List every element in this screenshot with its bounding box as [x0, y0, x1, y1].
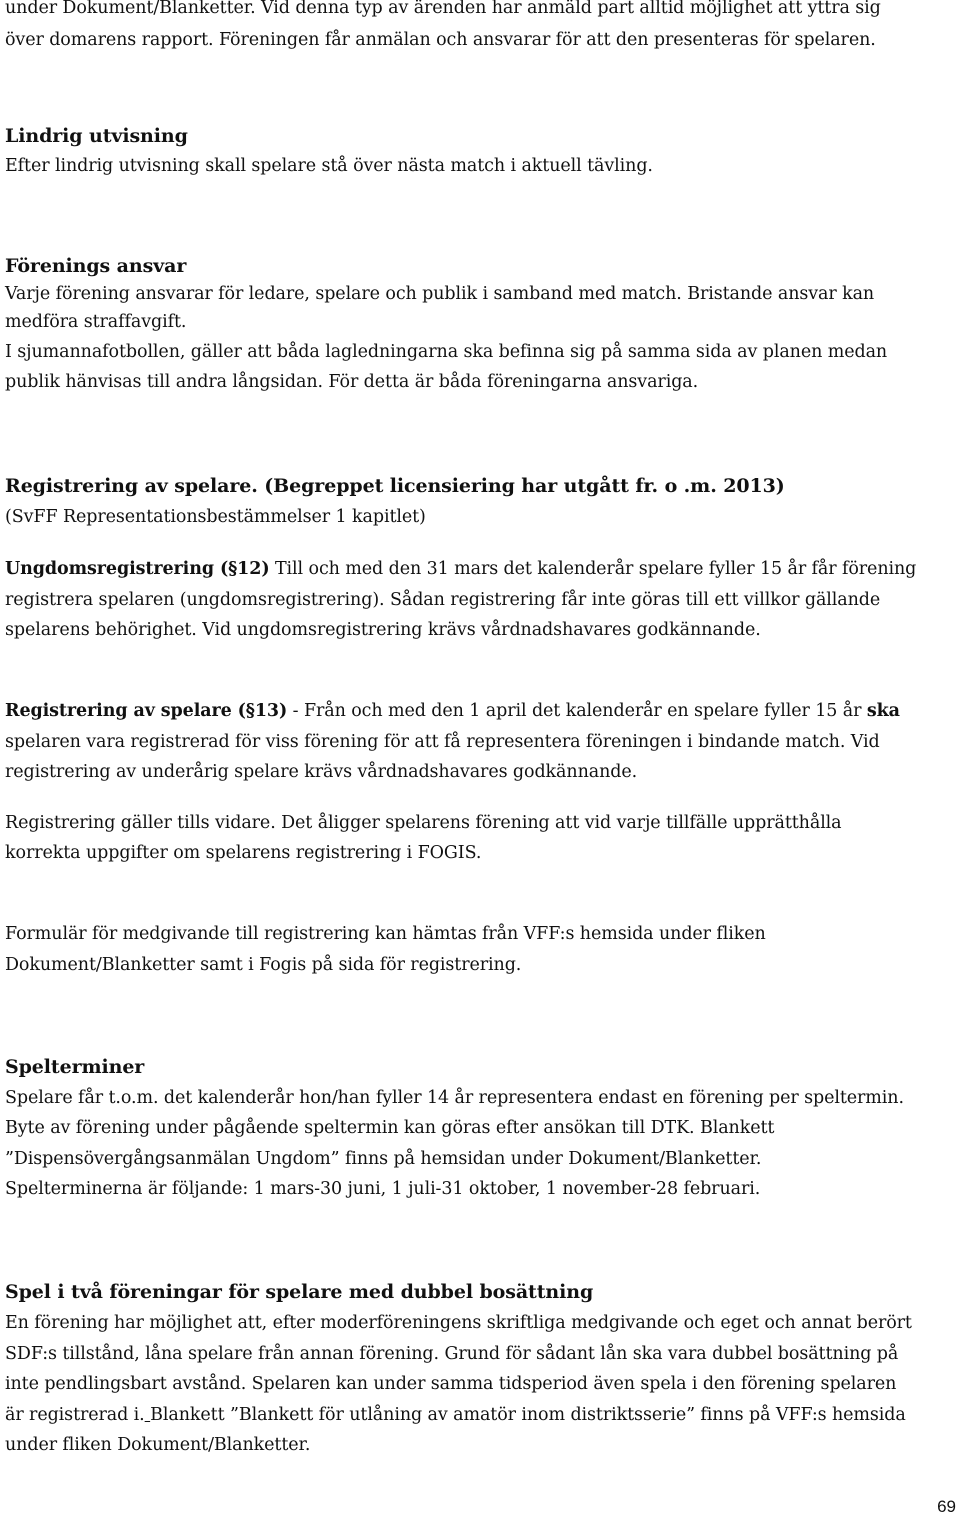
intro-line-2: över domarens rapport. Föreningen får anmälan och ansvarar för att den presenteras för spelaren.: [5, 30, 876, 50]
dubbel-heading: Spel i två föreningar för spelare med dubbel bosättning: [5, 1281, 594, 1303]
intro-line-1: under Dokument/Blanketter. Vid denna typ av ärenden har anmäld part alltid möjlighet att yttra sig: [5, 0, 881, 18]
dubbel-line-1: En förening har möjlighet att, efter moderföreningens skriftliga medgivande och eget och annat berört: [5, 1313, 912, 1333]
spelare-line-3: registrering av underårig spelare krävs vårdnadshavares godkännande.: [5, 762, 638, 782]
spelare-text-1: - Från och med den 1 april det kalenderår en spelare fyller 15 år: [287, 701, 867, 721]
spelterminer-line-4: Spelterminerna är följande: 1 mars-30 juni, 1 juli-31 oktober, 1 november-28 februari.: [5, 1179, 761, 1199]
registrering-subheading: (SvFF Representationsbestämmelser 1 kapitlet): [5, 507, 426, 527]
dubbel-line-5: under fliken Dokument/Blanketter.: [5, 1435, 311, 1455]
dubbel-text-4c: Blankett ”Blankett för utlåning av amatör inom distriktsserie” finns på VFF:s hemsida: [150, 1405, 906, 1425]
spelterminer-heading: Spelterminer: [5, 1056, 145, 1078]
formular-line-2: Dokument/Blanketter samt i Fogis på sida för registrering.: [5, 955, 522, 975]
lindrig-line-1: Efter lindrig utvisning skall spelare stå över nästa match i aktuell tävling.: [5, 156, 653, 176]
spelterminer-line-3: ”Dispensövergångsanmälan Ungdom” finns på hemsidan under Dokument/Blanketter.: [5, 1149, 762, 1169]
ungdom-line-2: registrera spelaren (ungdomsregistrering). Sådan registrering får inte göras till ett villkor gällande: [5, 590, 881, 610]
dubbel-line-2: SDF:s tillstånd, låna spelare från annan förening. Grund för sådant lån ska vara dubbel bosättning på: [5, 1344, 899, 1364]
registrering-heading: Registrering av spelare. (Begreppet licensiering har utgått fr. o .m. 2013): [5, 475, 785, 497]
dubbel-line-4: [5, 1403, 906, 1427]
forenings-heading: Förenings ansvar: [5, 255, 187, 277]
spelterminer-line-2: Byte av förening under pågående speltermin kan göras efter ansökan till DTK. Blankett: [5, 1118, 775, 1138]
forenings-line-4: publik hänvisas till andra långsidan. För detta är båda föreningarna ansvariga.: [5, 372, 699, 392]
dubbel-line-3: inte pendlingsbart avstånd. Spelaren kan under samma tidsperiod även spela i den förening spelaren: [5, 1374, 897, 1394]
ungdom-line-3: spelarens behörighet. Vid ungdomsregistrering krävs vårdnadshavares godkännande.: [5, 620, 761, 640]
dubbel-text-4a: är registrerad i.: [5, 1405, 145, 1425]
ungdom-label: Ungdomsregistrering (§12): [5, 559, 270, 579]
page-number: 69: [937, 1497, 956, 1516]
galler-line-2: korrekta uppgifter om spelarens registrering i FOGIS.: [5, 843, 482, 863]
spelare-line-2: spelaren vara registrerad för viss förening för att få representera föreningen i bindande match. Vid: [5, 732, 880, 752]
spelare-line-1: [5, 699, 900, 723]
forenings-line-1: Varje förening ansvarar för ledare, spelare och publik i samband med match. Bristande ansvar kan: [5, 284, 875, 304]
forenings-line-2: medföra straffavgift.: [5, 312, 187, 332]
ungdom-line-1: [5, 557, 916, 581]
spelare-ska: ska: [866, 701, 900, 721]
formular-line-1: Formulär för medgivande till registrering kan hämtas från VFF:s hemsida under fliken: [5, 924, 766, 944]
spelare-label: Registrering av spelare (§13): [5, 701, 288, 721]
galler-line-1: Registrering gäller tills vidare. Det åligger spelarens förening att vid varje tillfälle upprätthålla: [5, 813, 842, 833]
forenings-line-3: I sjumannafotbollen, gäller att båda lagledningarna ska befinna sig på samma sida av planen medan: [5, 342, 888, 362]
lindrig-heading: Lindrig utvisning: [5, 125, 188, 147]
ungdom-text-1: Till och med den 31 mars det kalenderår spelare fyller 15 år får förening: [269, 559, 917, 579]
spelterminer-line-1: Spelare får t.o.m. det kalenderår hon/han fyller 14 år representera endast en förening per speltermin.: [5, 1088, 904, 1108]
